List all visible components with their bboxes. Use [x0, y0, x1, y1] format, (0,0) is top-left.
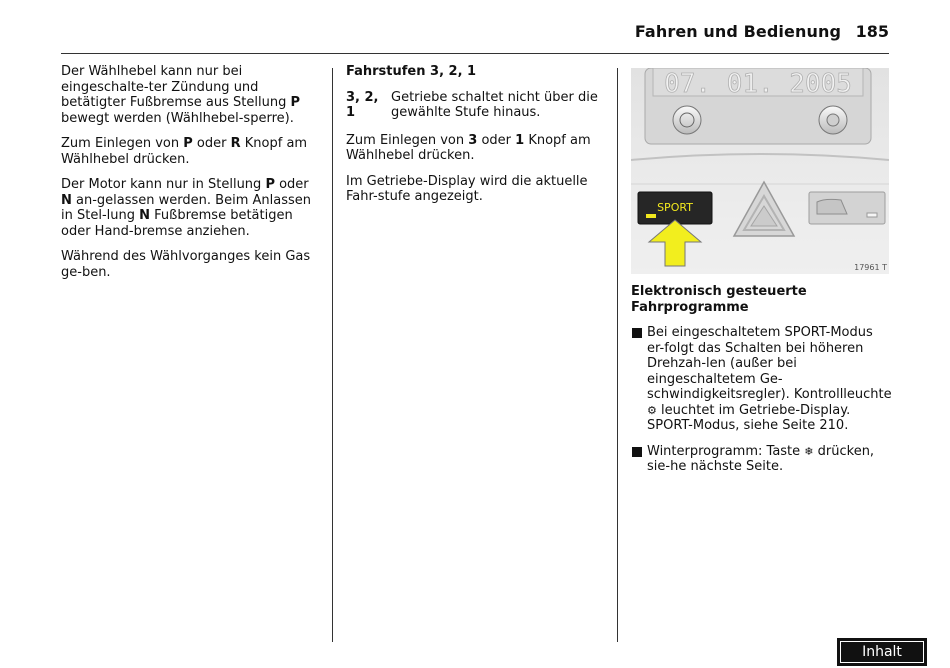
display-date-text: 07. 01. 2005 [664, 69, 852, 99]
dashboard-illustration [631, 68, 889, 274]
column-3 [631, 284, 893, 485]
text-run: Während des Wählvorganges kein Gas ge-ben. [61, 249, 311, 280]
definition-item [346, 90, 608, 121]
paragraph-wahlhebelsperre [61, 64, 323, 126]
text-run: oder [274, 177, 309, 192]
paragraph-einlegen-p-r [61, 136, 323, 167]
text-run: Knopf am Wählhebel drücken. [346, 132, 591, 163]
inhalt-button[interactable] [837, 638, 927, 666]
text-run: Winterprogramm: Taste [647, 443, 805, 459]
text-run: Fußbremse betätigen oder Hand-bremse anziehen. [61, 208, 293, 239]
sport-button-label: SPORT [657, 201, 693, 214]
bold-gear-letter: N [61, 192, 72, 208]
definition-term: 3, 2, 1 [346, 89, 379, 120]
bold-gear-letter: N [139, 208, 150, 223]
paragraph-motor-anlassen [61, 177, 323, 239]
paragraph-einlegen-3-1 [346, 133, 608, 164]
text-run: Der Wählhebel kann nur bei eingeschalte-ter Zündung und betätigter Fußbremse aus Stellung [61, 64, 291, 110]
header-rule [61, 53, 889, 54]
text-run: Zum Einlegen von [61, 136, 184, 151]
bold-gear-number: 3 [468, 132, 478, 148]
list-item [631, 444, 893, 475]
bold-gear-number: 1 [515, 132, 525, 148]
column-divider-2 [617, 68, 618, 642]
paragraph-getriebe-display: Im Getriebe-Display wird die aktuelle Fahr-stufe angezeigt. [346, 173, 588, 204]
text-run: Zum Einlegen von [346, 132, 469, 148]
sport-gear-icon: ⚙ [647, 403, 657, 417]
bold-gear-letter: P [290, 95, 300, 110]
inhalt-button-label: Inhalt [862, 644, 902, 660]
column-1 [61, 64, 323, 290]
definition-text: Getriebe schaltet nicht über die gewählte Stufe hinaus. [391, 89, 598, 120]
left-knob-icon [673, 106, 701, 134]
text-run: an-gelassen werden. Beim Anlassen in Stel-lung [61, 192, 311, 223]
text-run: oder [192, 136, 231, 151]
text-run: leuchtet im Getriebe-Display. SPORT-Modus, siehe Seite 210. [647, 402, 851, 433]
dashboard-figure [631, 68, 889, 274]
text-run: drücken, sie-he nächste Seite. [647, 443, 875, 474]
text-run: oder [477, 132, 516, 148]
bold-gear-letter: P [265, 177, 275, 192]
text-run: bewegt werden (Wählhebel-sperre). [61, 110, 294, 126]
bullet-square-icon [632, 447, 642, 457]
text-run: Bei eingeschaltetem SPORT-Modus er-folgt das Schalten bei höheren Drehzah-len (außer bei eingeschaltetem Ge-schwindigkeitsregler). Kontrollleuchte [647, 325, 892, 402]
paragraph-kein-gas [61, 249, 323, 280]
list-item-text [647, 444, 893, 475]
text-run: Knopf am Wählhebel drücken. [61, 136, 308, 167]
figure-code: 17961 T [854, 263, 887, 272]
column-2 [346, 64, 608, 215]
list-item-text [647, 325, 893, 434]
section-heading-fahrstufen: Fahrstufen 3, 2, 1 [346, 64, 477, 79]
text-run: Der Motor kann nur in Stellung [61, 177, 266, 192]
column-divider-1 [332, 68, 333, 642]
snowflake-icon: ❄ [804, 444, 814, 458]
section-heading-fahrprogramme: Elektronisch gesteuerte Fahrprogramme [631, 284, 807, 315]
bold-gear-letter: P [183, 136, 193, 151]
bullet-square-icon [632, 328, 642, 338]
page-number: 185 [855, 22, 889, 41]
chapter-title: Fahren und Bedienung [634, 22, 841, 41]
bold-gear-letter: R [230, 136, 241, 151]
list-item [631, 325, 893, 434]
sport-indicator-led [646, 214, 656, 218]
